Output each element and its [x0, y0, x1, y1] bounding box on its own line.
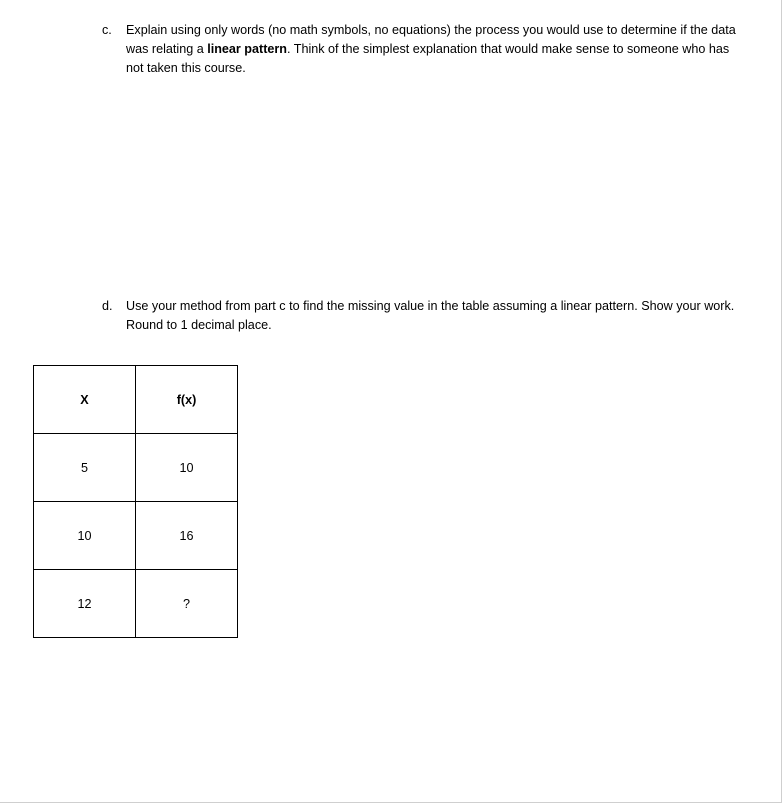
table-header-x: X — [34, 366, 136, 434]
table-header-fx: f(x) — [136, 366, 238, 434]
table-header-row — [34, 366, 238, 434]
table-cell-x: 12 — [34, 570, 136, 638]
table-cell-fx: ? — [136, 570, 238, 638]
table-row — [34, 502, 238, 570]
data-table — [33, 365, 238, 638]
question-c-bold-term: linear pattern — [207, 42, 287, 56]
question-d-letter: d. — [102, 299, 113, 313]
table-cell-fx: 10 — [136, 434, 238, 502]
question-d-text: Use your method from part c to find the missing value in the table assuming a linear pattern. Show your work. Round to 1 decimal place. — [126, 299, 735, 332]
question-c — [102, 21, 742, 81]
table-cell-fx: 16 — [136, 502, 238, 570]
question-c-text-before: Explain using only words (no math symbols, no equations) the process you would use to determine if the data was relating a — [126, 23, 736, 56]
table-cell-x: 10 — [34, 502, 136, 570]
question-d — [102, 297, 742, 337]
question-c-text — [126, 21, 740, 78]
question-c-letter: c. — [102, 23, 112, 37]
question-c-text-after: . Think of the simplest explanation that would make sense to someone who has not taken this course. — [126, 42, 730, 75]
table-cell-x: 5 — [34, 434, 136, 502]
table-row — [34, 570, 238, 638]
table-row — [34, 434, 238, 502]
